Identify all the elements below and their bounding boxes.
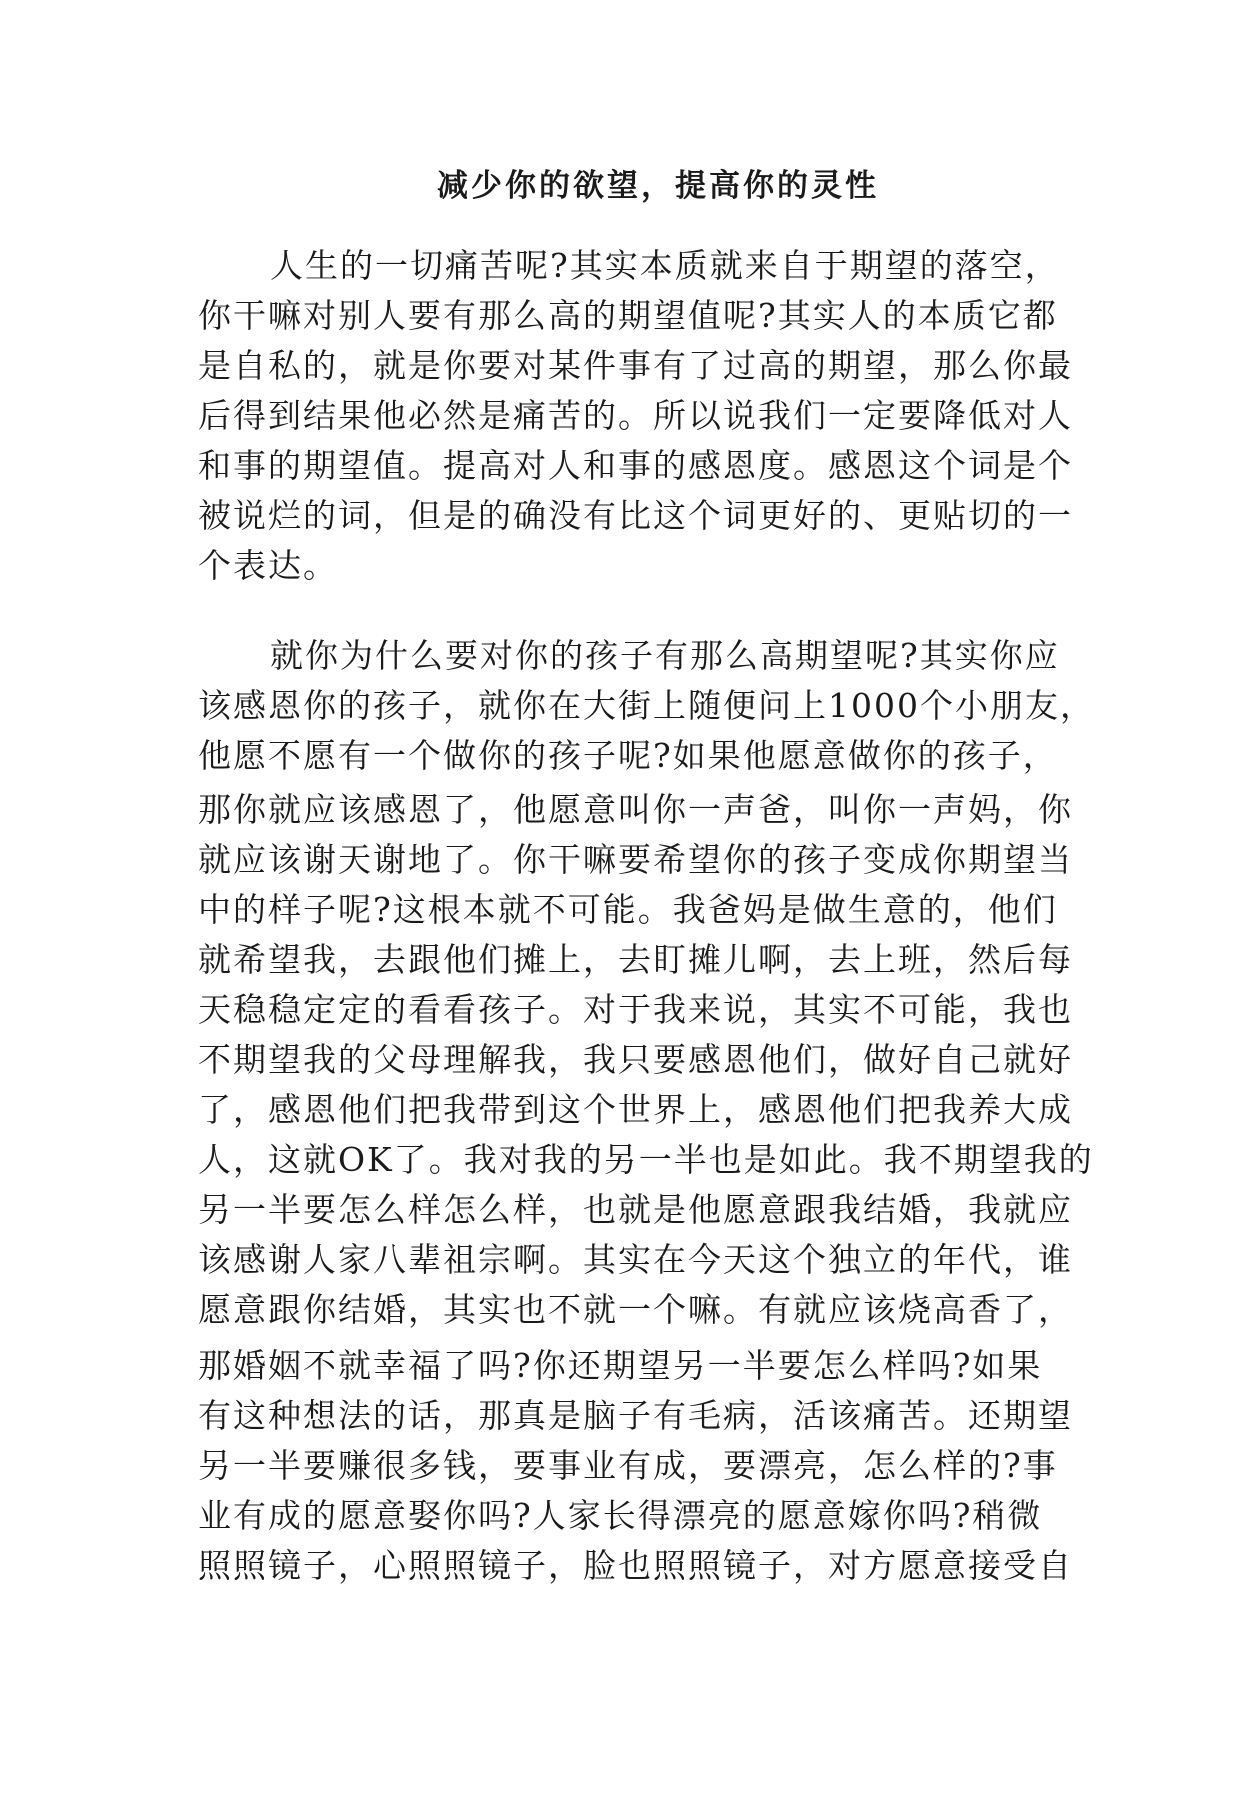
text-line: 那你就应该感恩了，他愿意叫你一声爸，叫你一声妈，你 <box>198 790 1073 829</box>
text-line: 和事的期望值。提高对人和事的感恩度。感恩这个词是个 <box>198 446 1073 485</box>
text-line: 就希望我，去跟他们摊上，去盯摊儿啊，去上班，然后每 <box>198 940 1073 979</box>
text-line: 不期望我的父母理解我，我只要感恩他们，做好自己就好 <box>198 1040 1073 1079</box>
text-line: 个表达。 <box>198 546 338 585</box>
text-line: 是自私的，就是你要对某件事有了过高的期望，那么你最 <box>198 346 1073 385</box>
text-line: 该感恩你的孩子，就你在大街上随便问上1000个小朋友， <box>198 686 1095 725</box>
text-line: 中的样子呢?这根本就不可能。我爸妈是做生意的，他们 <box>198 890 1058 929</box>
text-line: 了，感恩他们把我带到这个世界上，感恩他们把我养大成 <box>198 1090 1073 1129</box>
text-line: 就应该谢天谢地了。你干嘛要希望你的孩子变成你期望当 <box>198 840 1073 879</box>
text-line: 另一半要怎么样怎么样，也就是他愿意跟我结婚，我就应 <box>198 1190 1073 1229</box>
text-line: 有这种想法的话，那真是脑子有毛病，活该痛苦。还期望 <box>198 1396 1073 1435</box>
text-line: 那婚姻不就幸福了吗?你还期望另一半要怎么样吗?如果 <box>198 1346 1043 1385</box>
text-line: 该感谢人家八辈祖宗啊。其实在今天这个独立的年代，谁 <box>198 1240 1073 1279</box>
text-line: 后得到结果他必然是痛苦的。所以说我们一定要降低对人 <box>198 396 1073 435</box>
text-line: 就你为什么要对你的孩子有那么高期望呢?其实你应 <box>270 636 1060 675</box>
text-line: 被说烂的词，但是的确没有比这个词更好的、更贴切的一 <box>198 496 1073 535</box>
text-line: 他愿不愿有一个做你的孩子呢?如果他愿意做你的孩子， <box>198 736 1058 775</box>
document-title: 减少你的欲望，提高你的灵性 <box>437 168 879 204</box>
text-line: 你干嘛对别人要有那么高的期望值呢?其实人的本质它都 <box>198 296 1058 335</box>
text-line: 人生的一切痛苦呢?其实本质就来自于期望的落空， <box>270 246 1060 285</box>
text-line: 业有成的愿意娶你吗?人家长得漂亮的愿意嫁你吗?稍微 <box>198 1496 1043 1535</box>
text-line: 愿意跟你结婚，其实也不就一个嘛。有就应该烧高香了， <box>198 1290 1073 1329</box>
text-line: 另一半要赚很多钱，要事业有成，要漂亮，怎么样的?事 <box>198 1446 1058 1485</box>
text-line: 人，这就OK了。我对我的另一半也是如此。我不期望我的 <box>198 1140 1094 1179</box>
text-line: 照照镜子，心照照镜子，脸也照照镜子，对方愿意接受自 <box>198 1546 1073 1585</box>
text-line: 天稳稳定定的看看孩子。对于我来说，其实不可能，我也 <box>198 990 1073 1029</box>
